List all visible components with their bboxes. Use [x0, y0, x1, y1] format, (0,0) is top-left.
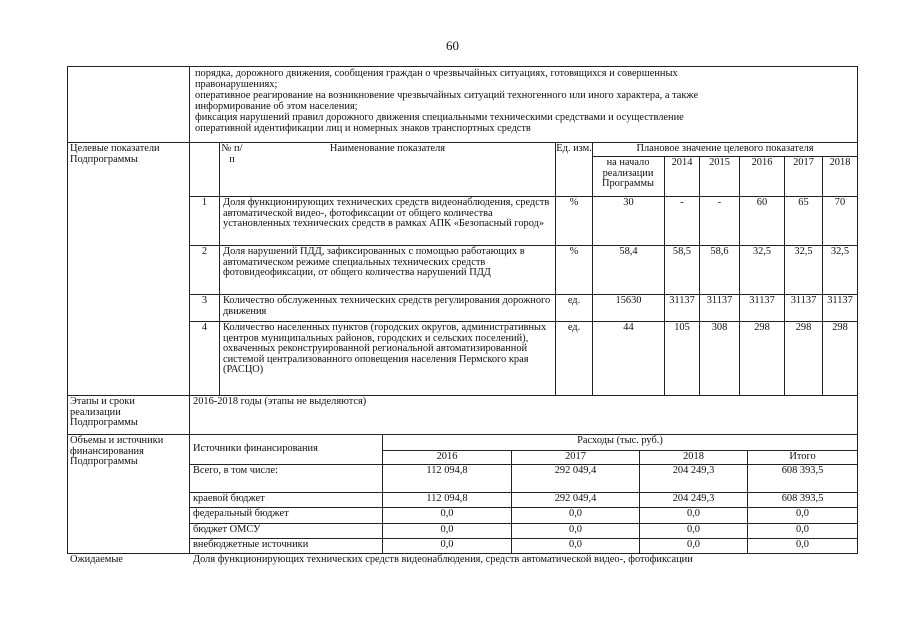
indicator-number: 3	[201, 295, 208, 306]
indicator-value: 70	[834, 197, 846, 208]
finance-source-name: краевой бюджет	[193, 493, 265, 504]
col-name-header: Наименование показателя	[329, 143, 446, 154]
finance-value: 0,0	[687, 539, 700, 550]
col-year-header: 2017	[793, 157, 814, 168]
expected-label: Ожидаемые	[70, 554, 123, 565]
finance-year-header: 2018	[683, 451, 704, 462]
indicator-value: 31137	[790, 295, 817, 306]
indicator-value: 58,6	[710, 246, 729, 257]
indicator-name: Количество населенных пунктов (городских округов, административных центров муниципальных районов, городских и сельских поселений), охваченных реконструированной региональной автоматизированной системой централизованного оповещения населения Пермского края (РАСЦО)	[223, 322, 547, 376]
indicator-start-value: 58,4	[619, 246, 638, 257]
indicator-unit: %	[569, 246, 579, 257]
finance-value: 204 249,3	[672, 493, 715, 504]
finance-source-name: бюджет ОМСУ	[193, 524, 261, 535]
finance-source-header: Источники финансирования	[193, 443, 318, 454]
indicator-name: Количество обслуженных технических средств регулирования дорожного движения	[223, 295, 551, 317]
finance-value: 204 249,3	[672, 465, 715, 476]
passport-table	[67, 64, 858, 574]
finance-value: 0,0	[569, 539, 582, 550]
indicator-start-value: 30	[623, 197, 634, 208]
finance-label: Объемы и источники финансирования Подпрограммы	[70, 435, 164, 468]
indicator-value: -	[680, 197, 684, 208]
indicator-number: 1	[201, 197, 208, 208]
finance-value: 112 094,8	[426, 493, 468, 504]
col-year-header: 2015	[709, 157, 730, 168]
stages-value: 2016-2018 годы (этапы не выделяются)	[193, 396, 367, 407]
finance-year-header: 2017	[565, 451, 586, 462]
finance-value: 0,0	[796, 524, 809, 535]
indicator-start-value: 44	[623, 322, 634, 333]
finance-expenses-header: Расходы (тыс. руб.)	[577, 435, 663, 446]
finance-value: 608 393,5	[781, 493, 824, 504]
indicator-value: 32,5	[752, 246, 772, 257]
col-year-header: 2018	[829, 157, 851, 168]
col-plan-header: Плановое значение целевого показателя	[636, 143, 814, 154]
indicator-value: -	[717, 197, 722, 208]
indicator-value: 31137	[669, 295, 695, 306]
indicator-value: 32,5	[830, 246, 850, 257]
indicator-unit: ед.	[567, 295, 581, 306]
finance-source-name: федеральный бюджет	[193, 508, 289, 519]
finance-year-header: Итого	[789, 451, 816, 462]
intro-line: порядка, дорожного движения, сообщения граждан о чрезвычайных ситуациях, готовящихся и совершенных	[195, 68, 678, 79]
col-year-header: 2014	[671, 157, 693, 168]
indicator-start-value: 15630	[615, 295, 642, 306]
finance-year-header: 2016	[436, 451, 458, 462]
indicator-unit: %	[569, 197, 579, 208]
finance-value: 0,0	[440, 539, 454, 550]
expected-value: Доля функционирующих технических средств видеонаблюдения, средств автоматической видео-, фотофиксации	[193, 554, 693, 565]
finance-value: 0,0	[569, 524, 582, 535]
indicator-value: 65	[798, 197, 809, 208]
indicator-value: 31137	[706, 295, 733, 306]
indicator-value: 298	[832, 322, 848, 333]
page-number: 60	[446, 38, 459, 53]
intro-line: оперативное реагирование на возникновение чрезвычайных ситуаций техногенного или иного характера, а также	[195, 90, 699, 101]
col-number-header: № п/п	[221, 143, 243, 165]
finance-source-name: Всего, в том числе:	[193, 465, 278, 476]
finance-value: 112 094,8	[426, 465, 468, 476]
finance-value: 0,0	[796, 539, 809, 550]
indicator-value: 32,5	[794, 246, 813, 257]
finance-value: 0,0	[796, 508, 809, 519]
indicator-value: 58,5	[672, 246, 692, 257]
finance-value: 0,0	[440, 524, 454, 535]
col-year-header: 2016	[751, 157, 773, 168]
intro-line: информирование об этом населения;	[195, 101, 358, 112]
intro-line: оперативной идентификации лиц и номерных знаков транспортных средств	[195, 123, 531, 134]
indicator-name: Доля функционирующих технических средств видеонаблюдения, средств автоматической видео-, фотофиксации от общего количества установленных технических средств в рамках АПК «Безопасный город»	[223, 197, 550, 230]
intro-line: фиксация нарушений правил дорожного движения специальными техническими средствами и осуществление	[195, 112, 684, 123]
col-unit-header: Ед. изм.	[556, 143, 592, 154]
indicator-value: 60	[756, 197, 768, 208]
indicator-value: 31137	[827, 295, 853, 306]
targets-label: Целевые показатели Подпрограммы	[70, 143, 160, 165]
finance-value: 0,0	[440, 508, 454, 519]
indicator-number: 4	[201, 322, 208, 333]
indicator-value: 105	[674, 322, 690, 333]
indicator-value: 298	[795, 322, 812, 333]
indicator-name: Доля нарушений ПДД, зафиксированных с помощью работающих в автоматическом режиме специальных технических средств фотовидеофиксации, от общего количества нарушений ПДД	[223, 246, 525, 279]
indicator-value: 31137	[749, 295, 775, 306]
finance-value: 292 049,4	[554, 465, 597, 476]
finance-source-name: внебюджетные источники	[193, 539, 309, 550]
finance-value: 0,0	[687, 508, 700, 519]
finance-value: 608 393,5	[781, 465, 824, 476]
finance-value: 0,0	[569, 508, 582, 519]
indicator-unit: ед.	[567, 322, 581, 333]
finance-value: 0,0	[687, 524, 700, 535]
intro-line: правонарушениях;	[195, 79, 278, 90]
stages-label: Этапы и сроки реализации Подпрограммы	[70, 396, 138, 429]
indicator-value: 298	[754, 322, 770, 333]
indicator-number: 2	[201, 246, 208, 257]
indicator-value: 308	[711, 322, 728, 333]
col-start-header: на начало реализации Программы	[601, 157, 655, 190]
finance-value: 292 049,4	[554, 493, 597, 504]
